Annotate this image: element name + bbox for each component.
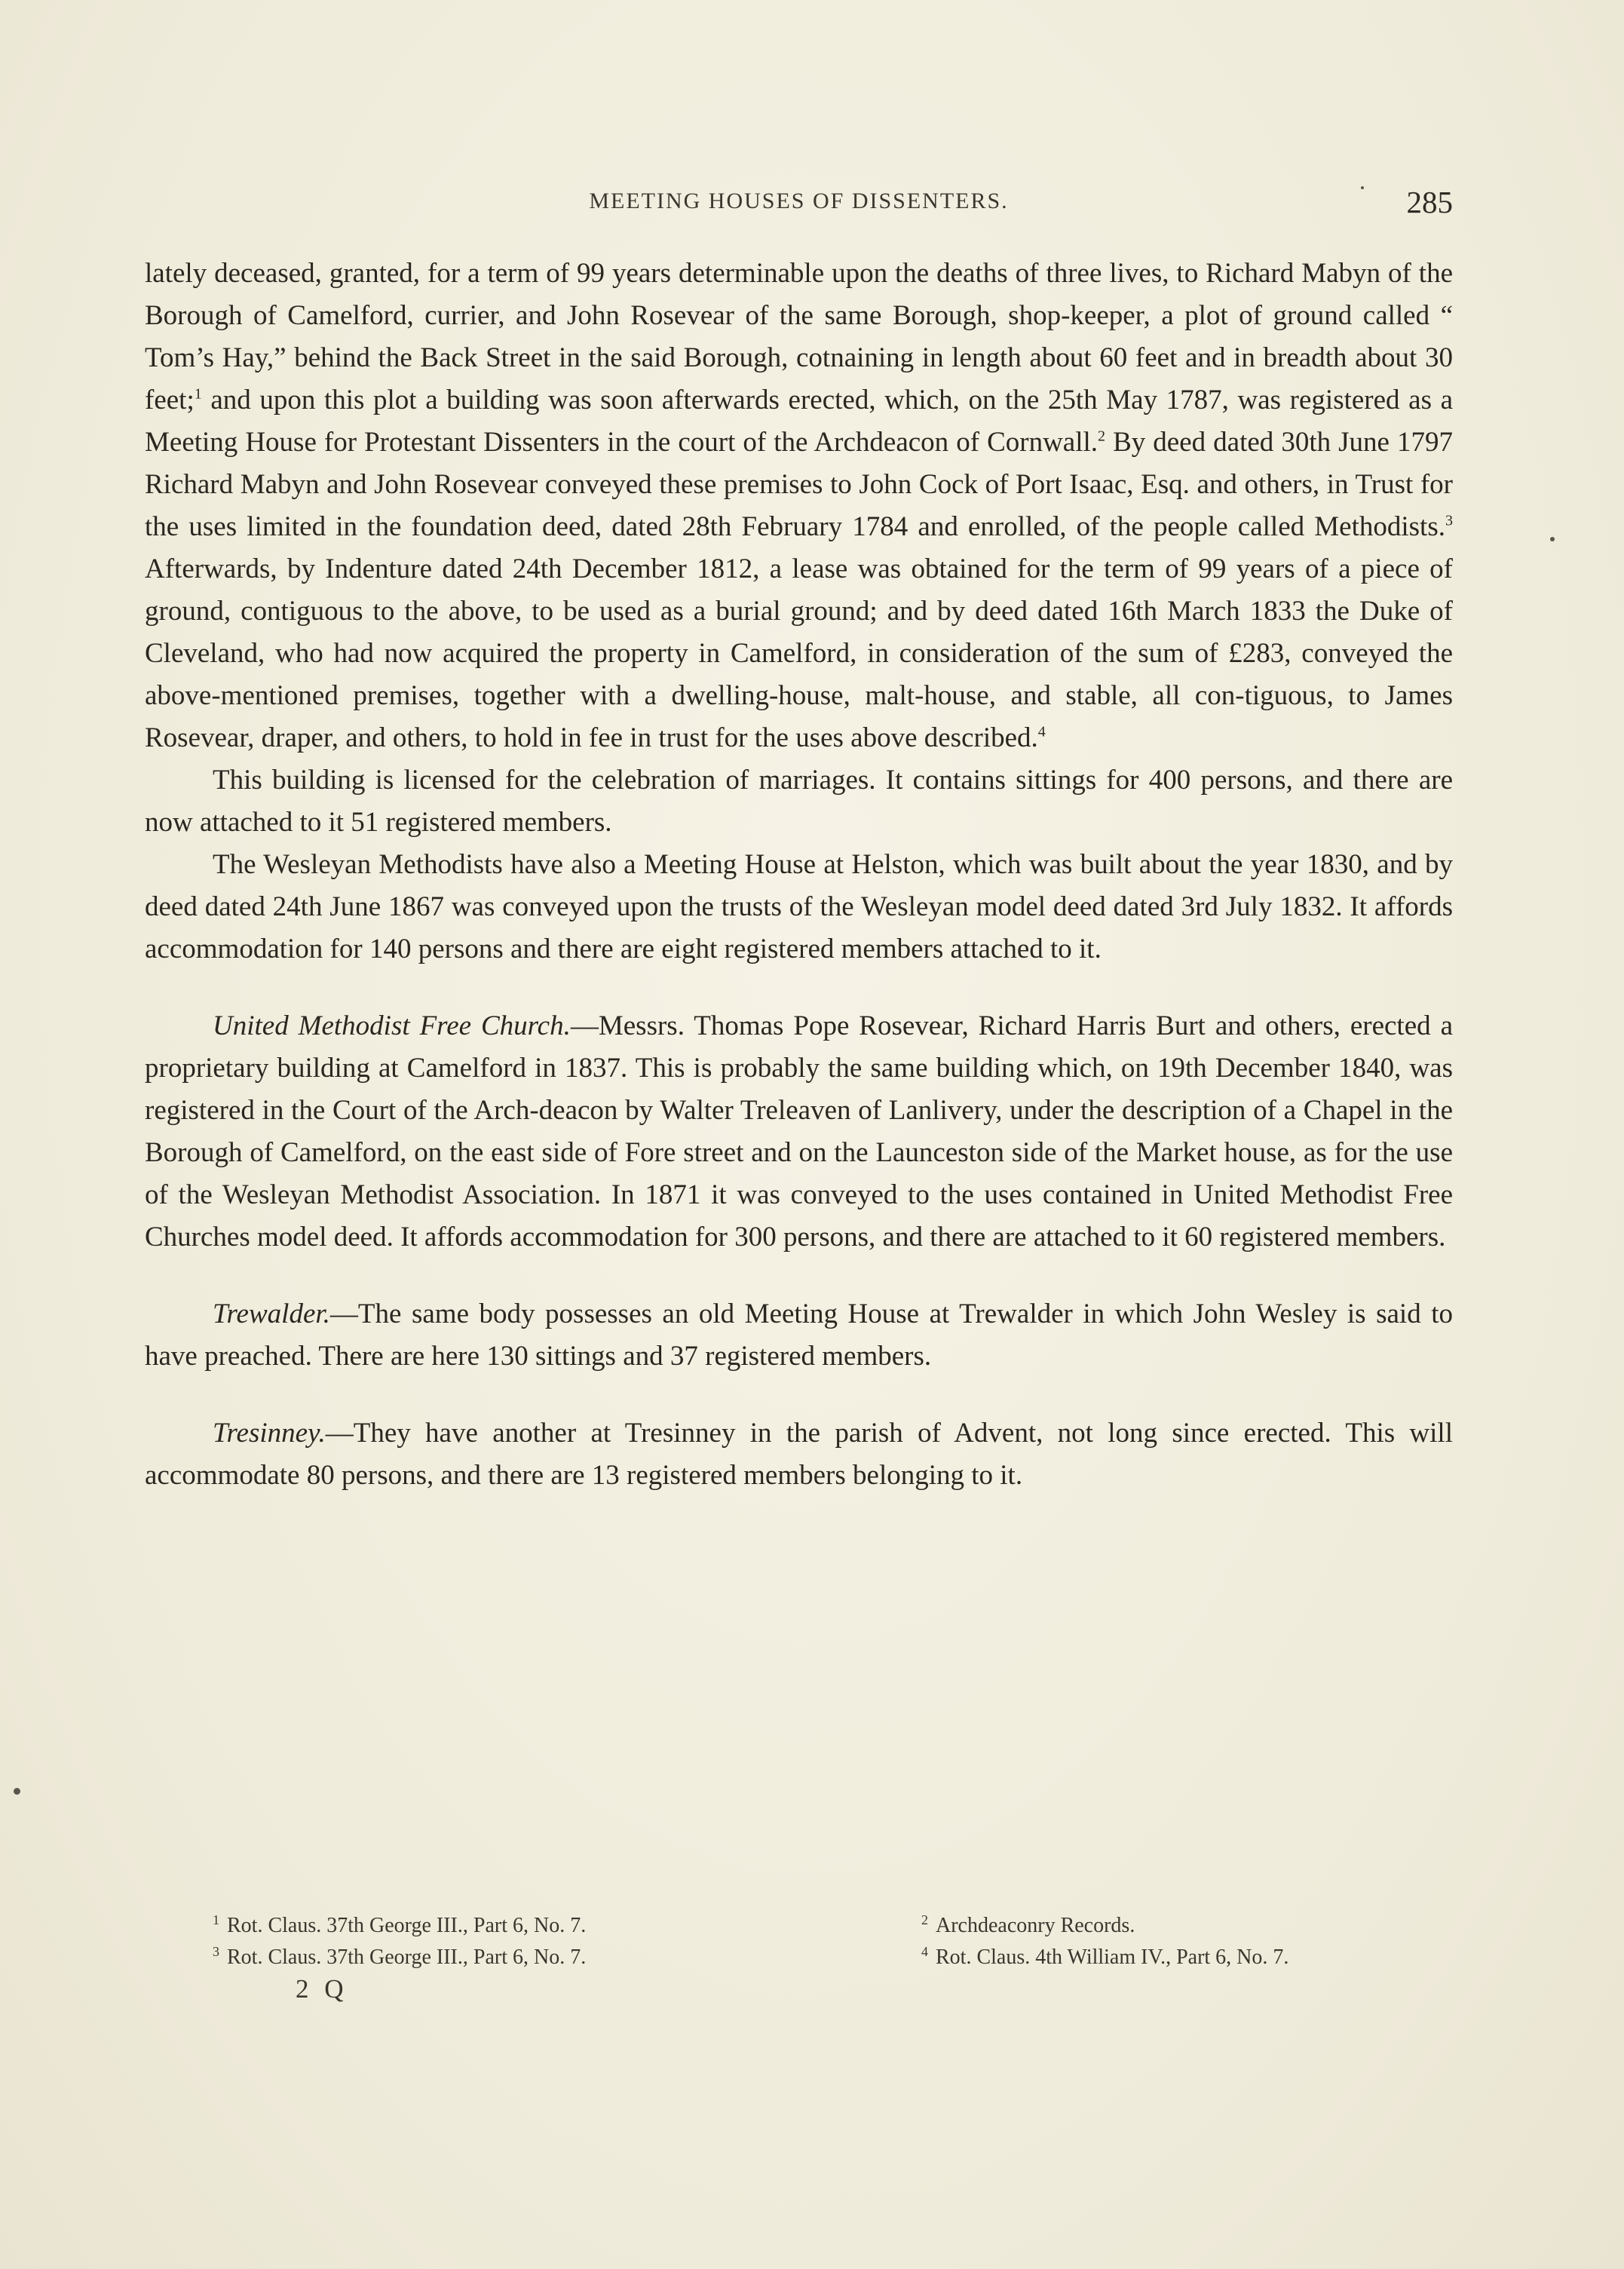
footnote-text: Rot. Claus. 4th William IV., Part 6, No. 7. <box>936 1946 1289 1969</box>
footnotes <box>213 1910 1457 1973</box>
paragraph-camelford-deeds <box>145 253 1453 759</box>
footnote-text: Rot. Claus. 37th George III., Part 6, No. 7. <box>227 1914 587 1937</box>
section-title: Tresinney. <box>213 1418 326 1449</box>
paragraph-helston: The Wesleyan Methodists have also a Meeting House at Helston, which was built about the year 1830, and by deed dated 24th June 1867 was conveyed upon the trusts of the Wesleyan model deed dated 3rd July 1832. It affords accommodation for 140 persons and there are eight registered members attached to it. <box>145 849 1453 964</box>
footnote-mark: 1 <box>213 1912 219 1927</box>
section-text: —The same body possesses an old Meeting House at Trewalder in which John Wesley is said to have preached. There are here 130 sittings and 37 registered members. <box>145 1299 1453 1372</box>
footnote-mark: 4 <box>921 1943 928 1959</box>
section-text: —Messrs. Thomas Pope Rosevear, Richard Harris Burt and others, erected a proprietary building at Camelford in 1837. This is probably the same building which, on 19th December 1840, was registered in the Court of the Arch-deacon by Walter Treleaven of Lanlivery, under the description of a Chapel in the Borough of Camelford, on the east side of Fore street and on the Launceston side of the Market house, as for the use of the Wesleyan Methodist Association. In 1871 it was conveyed to the uses contained in United Methodist Free Churches model deed. It affords accommodation for 300 persons, and there are attached to it 60 registered members. <box>145 1010 1453 1253</box>
footnote-2 <box>921 1910 1457 1942</box>
footnote-ref: 2 <box>1098 428 1106 445</box>
footnote-text: Archdeaconry Records. <box>936 1914 1135 1937</box>
paragraph-text: By deed dated 30th June 1797 Richard Mabyn and John Rosevear conveyed these premises to John Cock of Port Isaac, Esq. and others, in Trust for the uses limited in the foundation deed, dated 28th February 1784 and enrolled, of the people called Methodists. <box>145 427 1453 542</box>
section-tresinney <box>145 1412 1453 1497</box>
footnote-text: Rot. Claus. 37th George III., Part 6, No. 7. <box>227 1946 587 1969</box>
body-text <box>145 253 1453 1497</box>
paragraph-text: Afterwards, by Indenture dated 24th December 1812, a lease was obtained for the term of 99 years of a piece of ground, contiguous to the above, to be used as a burial ground; and by deed dated 16th March 1833 the Duke of Cleveland, who had now acquired the property in Camelford, in consideration of the sum of £283, conveyed the above-mentioned premises, together with a dwelling-house, malt-house, and stable, all con-tiguous, to James Rosevear, draper, and others, to hold in fee in trust for the uses above described. <box>145 553 1453 753</box>
footnote-mark: 3 <box>213 1943 219 1959</box>
footnote-4 <box>921 1942 1457 1973</box>
section-title: Trewalder. <box>213 1299 330 1329</box>
section-trewalder <box>145 1293 1453 1378</box>
footnote-ref: 3 <box>1445 512 1453 529</box>
paragraph-text: lately deceased, granted, for a term of 99 years determinable upon the deaths of three lives, to Richard Mabyn of the Borough of Camelford, currier, and John Rosevear of the same Borough, shop-keeper, a plot of ground called “ Tom’s Hay,” behind the Back Street in the said Borough, cotnaining in length about 60 feet and in breadth about 30 feet; <box>145 258 1453 415</box>
signature-mark: 2 Q <box>296 1974 348 2004</box>
paper-speck <box>14 1788 20 1795</box>
footnote-ref: 4 <box>1037 723 1046 740</box>
paragraph-marriages: This building is licensed for the celebration of marriages. It contains sittings for 400 persons, and there are now attached to it 51 registered members. <box>145 765 1453 838</box>
paragraph-text: and upon this plot a building was soon afterwards erected, which, on the 25th May 1787, was registered as a Meeting House for Protestant Dissenters in the court of the Archdeacon of Cornwall. <box>145 385 1453 458</box>
running-head <box>145 184 1453 226</box>
page-number: 285 <box>1406 185 1453 219</box>
section-title: United Methodist Free Church. <box>213 1010 571 1041</box>
section-text: —They have another at Tresinney in the parish of Advent, not long since erected. This will accommodate 80 persons, and there are 13 registered members belonging to it. <box>145 1418 1453 1491</box>
footnote-3 <box>213 1942 921 1973</box>
paper-speck <box>1361 186 1364 189</box>
footnote-ref: 1 <box>194 385 202 403</box>
running-title: MEETING HOUSES OF DISSENTERS. <box>589 189 1009 213</box>
paper-speck <box>1550 537 1555 541</box>
footnote-1 <box>213 1910 921 1942</box>
footnote-mark: 2 <box>921 1912 928 1927</box>
section-united-methodist-free-church <box>145 1005 1453 1259</box>
footnote-row <box>213 1910 1457 1942</box>
footnote-row <box>213 1942 1457 1973</box>
